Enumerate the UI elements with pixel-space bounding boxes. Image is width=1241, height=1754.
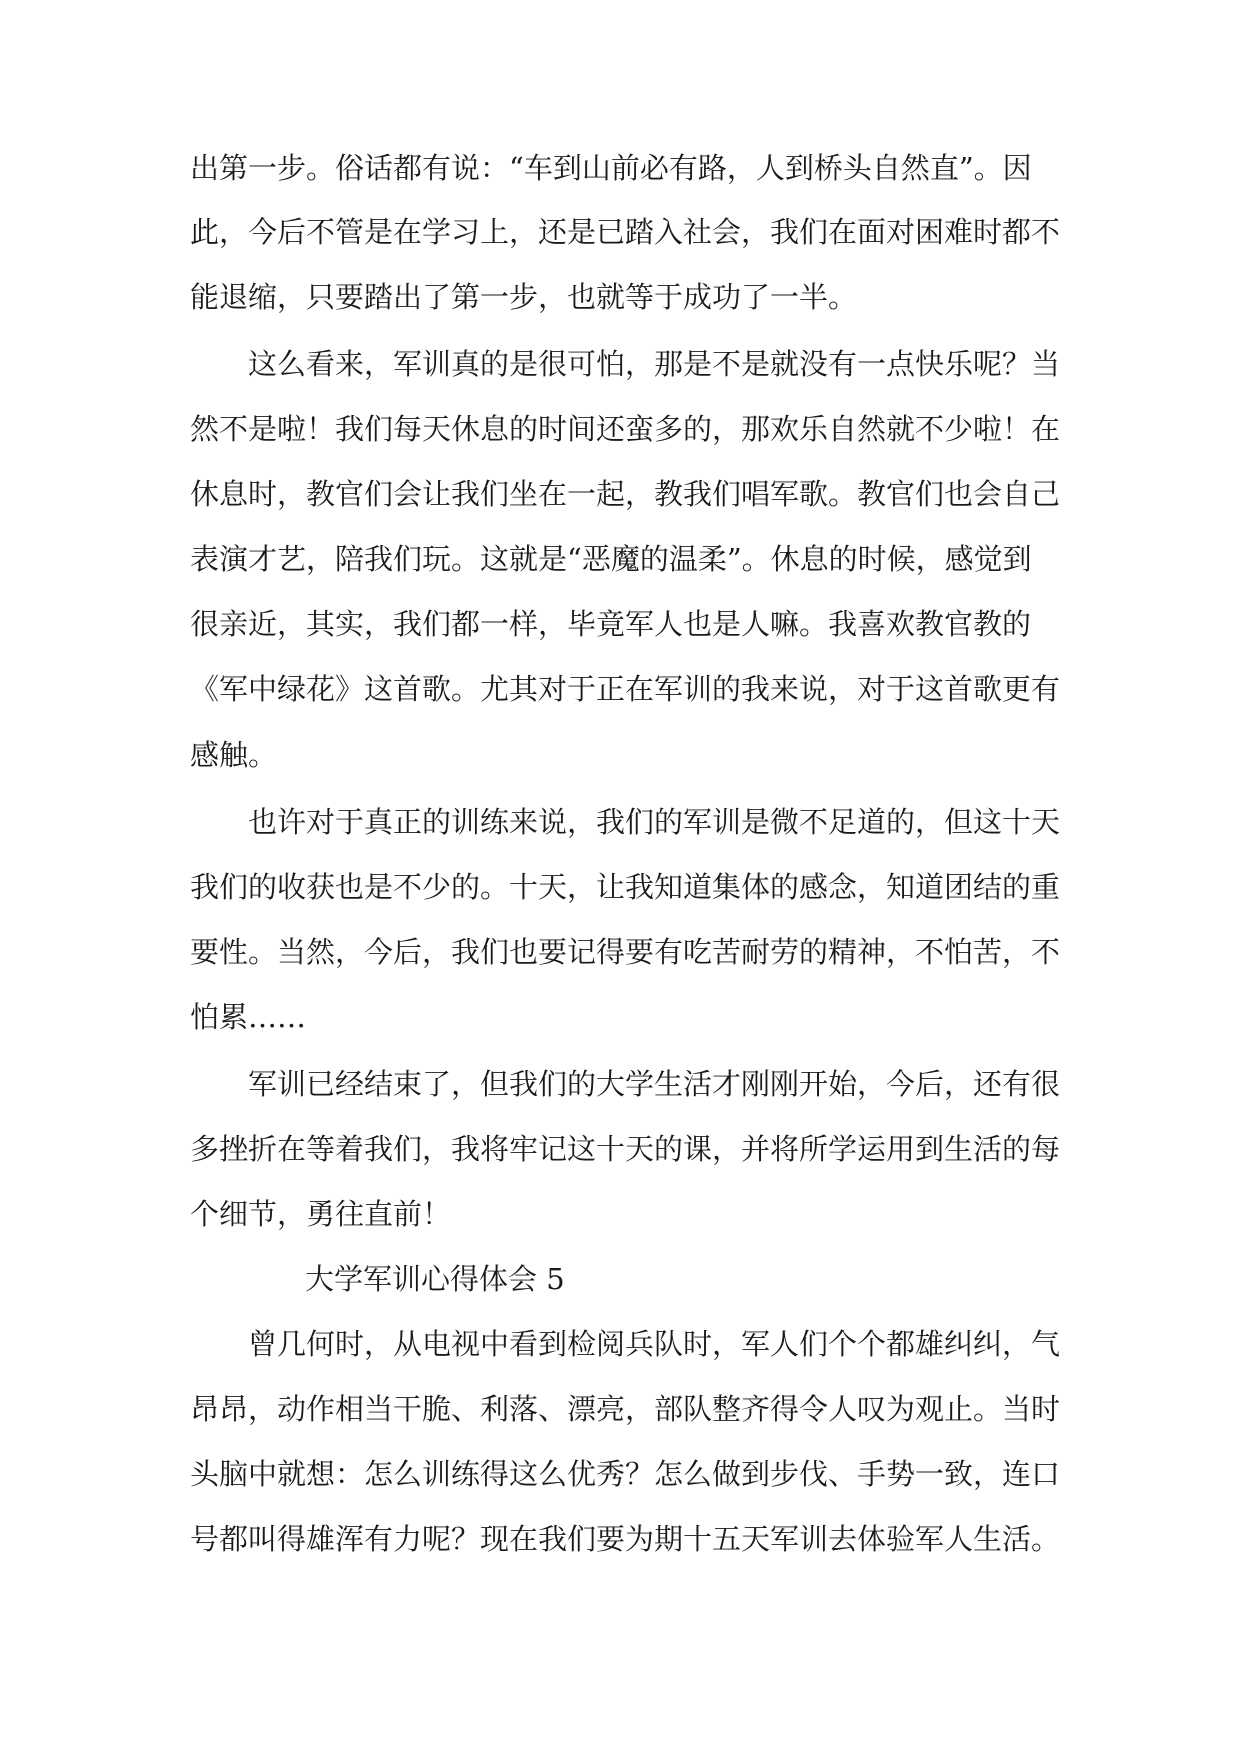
- text-line: 曾几何时，从电视中看到检阅兵队时，军人们个个都雄纠纠，气: [248, 1327, 1061, 1361]
- text-line: 头脑中就想：怎么训练得这么优秀？怎么做到步伐、手势一致，连口: [190, 1457, 1061, 1491]
- text-line: 多挫折在等着我们，我将牢记这十天的课，并将所学运用到生活的每: [190, 1132, 1061, 1166]
- text-line: 出第一步。俗话都有说：“车到山前必有路，人到桥头自然直”。因: [190, 151, 1032, 185]
- text-line: 此，今后不管是在学习上，还是已踏入社会，我们在面对困难时都不: [190, 215, 1061, 249]
- text-line: 《军中绿花》这首歌。尤其对于正在军训的我来说，对于这首歌更有: [190, 672, 1061, 706]
- text-line: 要性。当然，今后，我们也要记得要有吃苦耐劳的精神，不怕苦，不: [190, 935, 1061, 969]
- text-line: 感触。: [190, 738, 278, 772]
- text-line: 然不是啦！我们每天休息的时间还蛮多的，那欢乐自然就不少啦！在: [190, 412, 1061, 446]
- text-line: 很亲近，其实，我们都一样，毕竟军人也是人嘛。我喜欢教官教的: [190, 607, 1032, 641]
- text-line: 这么看来，军训真的是很可怕，那是不是就没有一点快乐呢？当: [248, 347, 1061, 381]
- text-line: 我们的收获也是不少的。十天，让我知道集体的感念，知道团结的重: [190, 870, 1061, 904]
- text-line: 号都叫得雄浑有力呢？现在我们要为期十五天军训去体验军人生活。: [190, 1522, 1061, 1556]
- section-heading: 大学军训心得体会 5: [305, 1262, 565, 1296]
- text-line: 军训已经结束了，但我们的大学生活才刚刚开始，今后，还有很: [248, 1067, 1061, 1101]
- text-line: 表演才艺，陪我们玩。这就是“恶魔的温柔”。休息的时候，感觉到: [190, 542, 1032, 576]
- text-line: 怕累……: [190, 1000, 307, 1034]
- text-line: 昂昂，动作相当干脆、利落、漂亮，部队整齐得令人叹为观止。当时: [190, 1392, 1061, 1426]
- text-line: 能退缩，只要踏出了第一步，也就等于成功了一半。: [190, 280, 858, 314]
- text-line: 也许对于真正的训练来说，我们的军训是微不足道的，但这十天: [248, 805, 1061, 839]
- text-line: 休息时，教官们会让我们坐在一起，教我们唱军歌。教官们也会自己: [190, 477, 1061, 511]
- text-line: 个细节，勇往直前！: [190, 1197, 452, 1231]
